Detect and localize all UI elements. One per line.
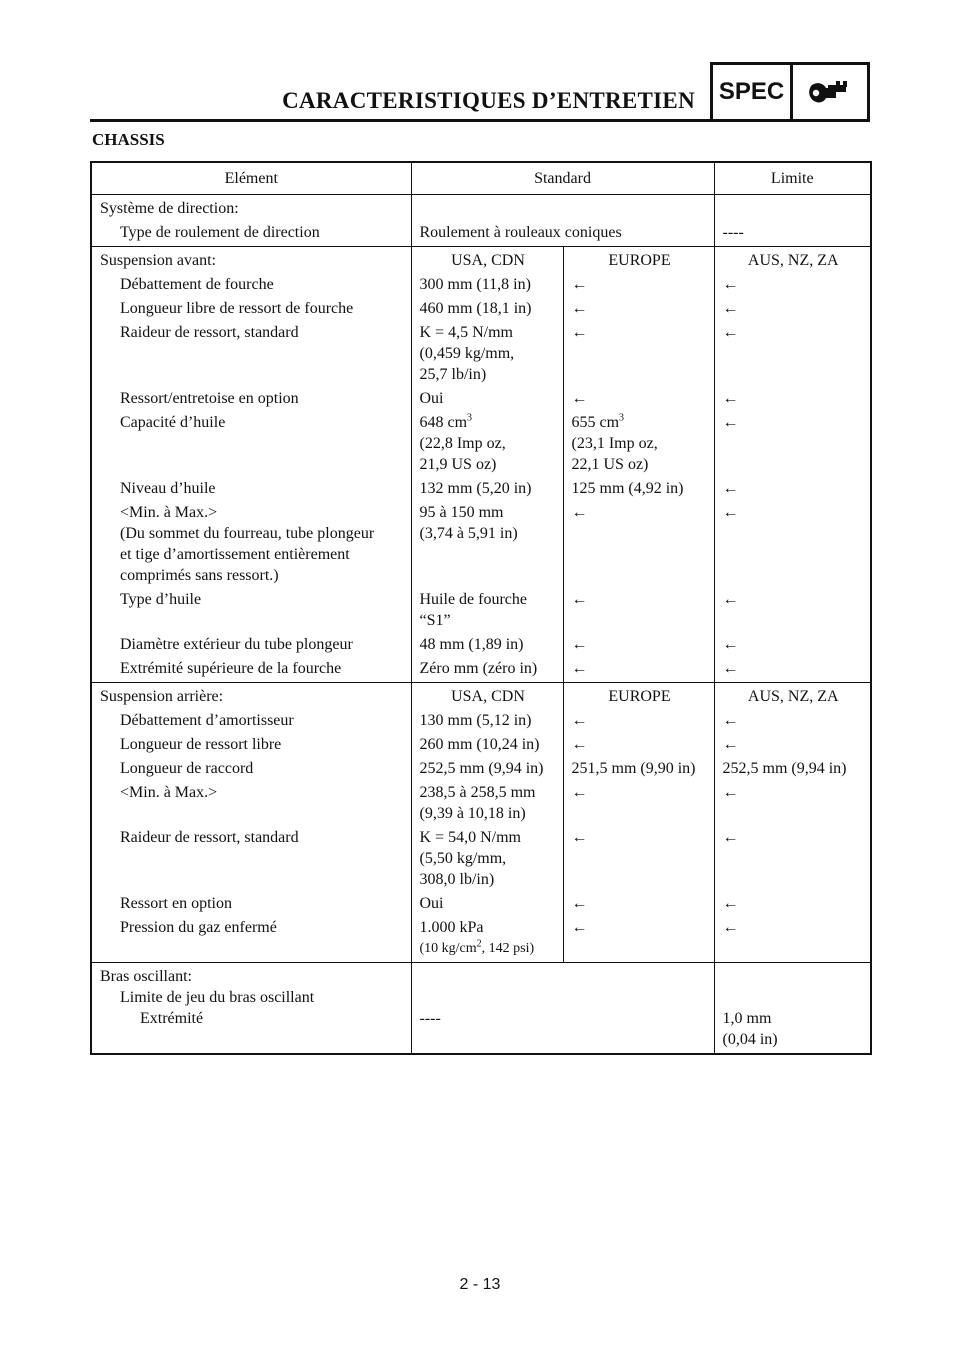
region-label: AUS, NZ, ZA [714, 683, 871, 711]
row-value: ← [714, 388, 871, 412]
value-line: (0,04 in) [722, 1031, 778, 1048]
label-line: Extrémité [140, 1010, 204, 1027]
row-value: ← [563, 388, 714, 412]
row-value: ← [563, 322, 714, 388]
region-label: USA, CDN [411, 683, 563, 711]
row-label: <Min. à Max.> [91, 782, 411, 827]
row-value: ← [714, 589, 871, 634]
value-line: 95 à 150 mm [419, 504, 504, 521]
value-line: “S1” [419, 612, 451, 629]
table-row [91, 322, 871, 388]
row-value: ← [563, 734, 714, 758]
table-row [91, 247, 871, 275]
table-row [91, 734, 871, 758]
page-title: CARACTERISTIQUES D’ENTRETIEN [282, 88, 695, 113]
value-line: 238,5 à 258,5 mm [419, 784, 536, 801]
section-title: CHASSIS [92, 130, 165, 149]
value-line: (23,1 Imp oz, [571, 435, 658, 452]
row-value: ← [714, 734, 871, 758]
row-value: ← [714, 827, 871, 893]
row-value: 48 mm (1,89 in) [411, 634, 563, 658]
table-row [91, 298, 871, 322]
table-row [91, 893, 871, 917]
row-label: Diamètre extérieur du tube plongeur [91, 634, 411, 658]
row-value: ← [563, 827, 714, 893]
spec-table [90, 161, 872, 1055]
row-value: ← [563, 917, 714, 963]
row-value: 460 mm (18,1 in) [411, 298, 563, 322]
row-value: 132 mm (5,20 in) [411, 478, 563, 502]
table-row [91, 782, 871, 827]
row-limit: ---- [714, 222, 871, 247]
table-row [91, 963, 871, 1055]
value-line: (3,74 à 5,91 in) [419, 525, 518, 542]
value-line: 1,0 mm [722, 1010, 772, 1027]
row-value: 300 mm (11,8 in) [411, 274, 563, 298]
label-line: et tige d’amortissement entièrement [120, 546, 350, 563]
row-value: ← [714, 478, 871, 502]
spec-badge [710, 62, 870, 122]
row-value: 251,5 mm (9,90 in) [563, 758, 714, 782]
row-label [91, 502, 411, 589]
value-line: K = 54,0 N/mm [419, 829, 521, 846]
header-rule [90, 119, 710, 122]
value-line: (0,459 kg/mm, [419, 345, 515, 362]
row-value [411, 502, 563, 589]
row-value: ← [563, 634, 714, 658]
row-value: ← [563, 589, 714, 634]
row-value: 252,5 mm (9,94 in) [714, 758, 871, 782]
row-value: ← [714, 298, 871, 322]
row-label: Niveau d’huile [91, 478, 411, 502]
label-line: (Du sommet du fourreau, tube plongeur [120, 525, 375, 542]
table-row [91, 274, 871, 298]
row-value: ← [714, 917, 871, 963]
value-line: (22,8 Imp oz, [419, 435, 506, 452]
value-line: (9,39 à 10,18 in) [419, 805, 526, 822]
row-value: ← [563, 274, 714, 298]
table-row [91, 758, 871, 782]
row-value: Oui [411, 893, 563, 917]
row-value: ← [714, 274, 871, 298]
row-value: ← [714, 502, 871, 589]
row-value: ← [563, 710, 714, 734]
row-label: Ressort/entretoise en option [91, 388, 411, 412]
row-value: Roulement à rouleaux coniques [411, 222, 714, 247]
value-line: 308,0 lb/in) [419, 871, 495, 888]
row-label: Type d’huile [91, 589, 411, 634]
value-line: 22,1 US oz) [571, 456, 649, 473]
row-value: 252,5 mm (9,94 in) [411, 758, 563, 782]
table-row [91, 710, 871, 734]
row-value: Oui [411, 388, 563, 412]
table-row [91, 589, 871, 634]
value-line: K = 4,5 N/mm [419, 324, 513, 341]
table-row [91, 683, 871, 711]
steering-title: Système de direction: [91, 195, 411, 223]
row-label: Débattement de fourche [91, 274, 411, 298]
value-line: (5,50 kg/mm, [419, 850, 507, 867]
value-line: ---- [419, 1010, 441, 1027]
label-line: comprimés sans ressort.) [120, 567, 279, 584]
value-line: (10 $kg/cm^2$, 142 psi) [419, 938, 535, 956]
region-label: USA, CDN [411, 247, 563, 275]
row-value: ← [714, 322, 871, 388]
table-row [91, 412, 871, 478]
row-value [411, 963, 714, 1055]
page-number: 2 - 13 [459, 1276, 501, 1293]
front-title: Suspension avant: [91, 247, 411, 275]
row-value [411, 589, 563, 634]
row-value: 260 mm (10,24 in) [411, 734, 563, 758]
row-value: ← [563, 658, 714, 683]
row-value: ← [714, 893, 871, 917]
row-value: ← [714, 634, 871, 658]
label-line: <Min. à Max.> [120, 504, 218, 521]
header-limit: Limite [714, 162, 871, 195]
swingarm-title [91, 963, 411, 1055]
row-value [411, 412, 563, 478]
row-label: Longueur libre de ressort de fourche [91, 298, 411, 322]
table-row [91, 658, 871, 683]
table-row [91, 478, 871, 502]
value-line: 655 $cm^3$ [571, 412, 625, 431]
row-value: ← [714, 782, 871, 827]
row-value [411, 917, 563, 963]
row-limit [714, 963, 871, 1055]
row-label: Ressort en option [91, 893, 411, 917]
header-element: Elément [91, 162, 411, 195]
wrench-icon [793, 65, 867, 119]
row-value: ← [563, 782, 714, 827]
value-line: 21,9 US oz) [419, 456, 497, 473]
row-value: ← [563, 502, 714, 589]
page-header [90, 62, 870, 122]
table-row [91, 634, 871, 658]
value-line: 648 $cm^3$ [419, 412, 473, 431]
row-value [563, 412, 714, 478]
row-value [411, 827, 563, 893]
row-label: Capacité d’huile [91, 412, 411, 478]
row-label: Longueur de raccord [91, 758, 411, 782]
value-line: Huile de fourche [419, 591, 528, 608]
row-value: ← [714, 412, 871, 478]
region-label: EUROPE [563, 683, 714, 711]
value-line: 1.000 kPa [419, 919, 484, 936]
row-label: Type de roulement de direction [91, 222, 411, 247]
table-row [91, 222, 871, 247]
row-label: Pression du gaz enfermé [91, 917, 411, 963]
region-label: EUROPE [563, 247, 714, 275]
row-value: ← [714, 710, 871, 734]
table-row [91, 917, 871, 963]
row-value: 130 mm (5,12 in) [411, 710, 563, 734]
table-row [91, 195, 871, 223]
row-value: Zéro mm (zéro in) [411, 658, 563, 683]
row-value [411, 322, 563, 388]
label-line: Bras oscillant: [100, 968, 192, 985]
row-value: ← [563, 893, 714, 917]
header-standard: Standard [411, 162, 714, 195]
row-label: Raideur de ressort, standard [91, 322, 411, 388]
table-row [91, 388, 871, 412]
row-value: 125 mm (4,92 in) [563, 478, 714, 502]
table-header-row [91, 162, 871, 195]
row-label: Raideur de ressort, standard [91, 827, 411, 893]
label-line: Limite de jeu du bras oscillant [120, 989, 315, 1006]
row-label: Longueur de ressort libre [91, 734, 411, 758]
value-line: 25,7 lb/in) [419, 366, 487, 383]
table-row [91, 827, 871, 893]
row-value [411, 782, 563, 827]
row-value: ← [714, 658, 871, 683]
region-label: AUS, NZ, ZA [714, 247, 871, 275]
spec-label: SPEC [713, 65, 793, 119]
row-label: Débattement d’amortisseur [91, 710, 411, 734]
row-label: Extrémité supérieure de la fourche [91, 658, 411, 683]
row-value: ← [563, 298, 714, 322]
rear-title: Suspension arrière: [91, 683, 411, 711]
table-row [91, 502, 871, 589]
